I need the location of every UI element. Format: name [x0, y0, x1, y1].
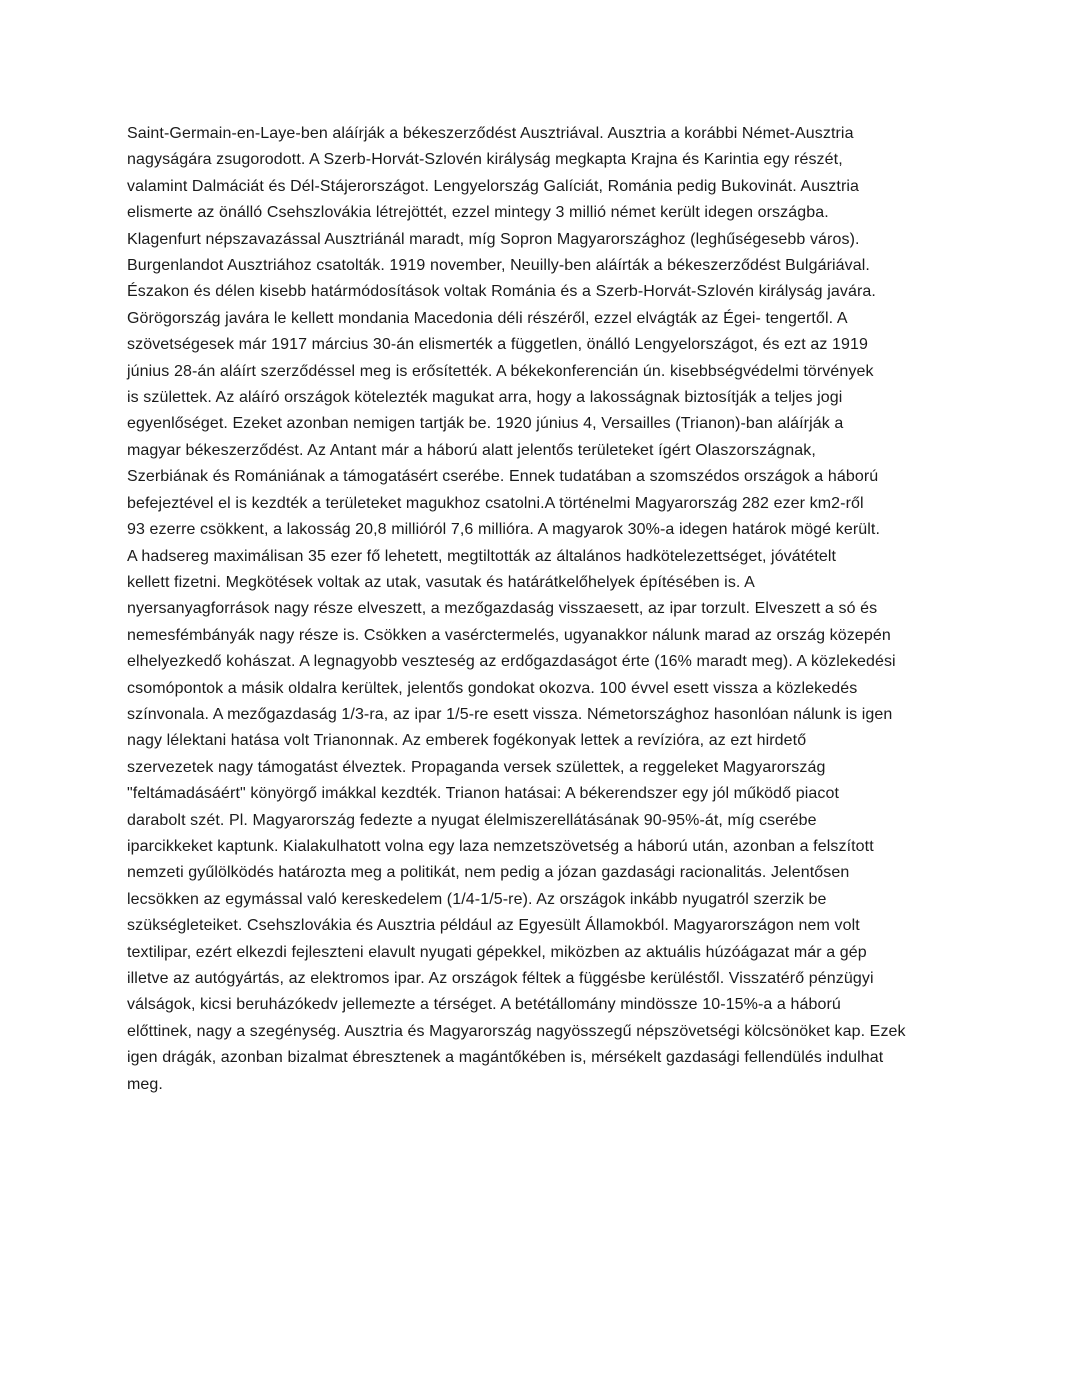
text-line: lecsökken az egymással való kereskedelem (1/4-1/5-re). Az országok inkább nyugatról szerzik be	[127, 890, 827, 908]
text-line: Saint-Germain-en-Laye-ben aláírják a békeszerződést Ausztriával. Ausztria a korábbi Német-Ausztria	[127, 125, 854, 142]
text-line: elismerte az önálló Csehszlovákia létrejöttét, ezzel mintegy 3 millió német került idegen országba.	[127, 204, 829, 222]
text-line: egyenlőséget. Ezeket azonban nemigen tartják be. 1920 június 4, Versailles (Trianon)-ban aláírják a	[127, 415, 844, 433]
text-line: befejeztével el is kezdték a területeket magukhoz csatolni.A történelmi Magyarország 282 ezer km2-ről	[127, 494, 864, 512]
text-line: szövetségesek már 1917 március 30-án elismerték a független, önálló Lengyelországot, és ezt az 1919	[127, 336, 868, 354]
text-line: iparcikkeket kaptunk. Kialakulhatott volna egy laza nemzetszövetség a háború után, azonban a felszított	[127, 837, 874, 855]
text-line: textilipar, ezért elkezdi fejleszteni elavult nyugati gépekkel, miközben az aktuális húzóágazat már a gép	[127, 943, 867, 961]
text-line: színvonala. A mezőgazdaság 1/3-ra, az ipar 1/5-re esett vissza. Németországhoz hasonlóan nálunk is igen	[127, 705, 893, 723]
text-line: válságok, kicsi beruházókedv jellemezte a térséget. A betétállomány mindössze 10-15%-a a háború	[127, 996, 841, 1014]
text-line: meg.	[127, 1075, 163, 1093]
document-body	[127, 121, 975, 1098]
text-line: szervezetek nagy támogatást élveztek. Propaganda versek születtek, a reggeleket Magyarország	[127, 758, 826, 776]
text-line: nagy lélektani hatása volt Trianonnak. Az emberek fogékonyak lettek a revízióra, az ezt hirdető	[127, 732, 807, 750]
text-line: A hadsereg maximálisan 35 ezer fő lehetett, megtiltották az általános hadkötelezettséget, jóvátételt	[127, 547, 837, 565]
text-line: nemzeti gyűlölködés határozta meg a politikát, nem pedig a józan gazdasági racionalitás. Jelentősen	[127, 864, 850, 882]
text-line: nemesfémbányák nagy része is. Csökken a vasérctermelés, ugyanakkor nálunk marad az ország közepén	[127, 626, 891, 644]
text-line: elhelyezkedő kohászat. A legnagyobb veszteség az erdőgazdaságot érte (16% maradt meg). A közlekedési	[127, 653, 896, 671]
text-line: csomópontok a másik oldalra kerültek, jelentős gondokat okozva. 100 évvel esett vissza a közlekedés	[127, 679, 858, 697]
text-line: igen drágák, azonban bizalmat ébresztenek a magántőkében is, mérsékelt gazdasági fellendülés indulhat	[127, 1049, 884, 1067]
text-line: előttinek, nagy a szegénység. Ausztria és Magyarország nagyösszegű népszövetségi kölcsönöket kap. Ezek	[127, 1022, 906, 1040]
text-line: Északon és délen kisebb határmódosítások voltak Románia és a Szerb-Horvát-Szlovén királyság javára.	[127, 283, 876, 301]
text-line: szükségleteiket. Csehszlovákia és Ausztria például az Egyesült Államokból. Magyarországon nem volt	[127, 917, 860, 935]
text-line: 93 ezerre csökkent, a lakosság 20,8 millióról 7,6 millióra. A magyarok 30%-a idegen határok mögé került.	[127, 521, 881, 539]
text-line: is születtek. Az aláíró országok kötelezték magukat arra, hogy a lakosságnak biztosítják a teljes jogi	[127, 389, 843, 407]
text-line: magyar békeszerződést. Az Antant már a háború alatt jelentős területeket ígért Olaszországnak,	[127, 441, 816, 459]
text-line: Görögország javára le kellett mondania Macedonia déli részéről, ezzel elvágták az Égei- tengertől. A	[127, 309, 848, 327]
text-line: Klagenfurt népszavazással Ausztriánál maradt, míg Sopron Magyarországhoz (leghűségesebb város).	[127, 230, 860, 248]
text-line: Burgenlandot Ausztriához csatolták. 1919 november, Neuilly-ben aláírták a békeszerződést Bulgáriával.	[127, 257, 870, 275]
text-line: június 28-án aláírt szerződéssel meg is erősítették. A békekonferencián ún. kisebbségvédelmi törvények	[127, 362, 874, 380]
text-line: nagyságára zsugorodott. A Szerb-Horvát-Szlovén királyság megkapta Krajna és Karintia egy részét,	[127, 151, 843, 169]
text-line: illetve az autógyártás, az elektromos ipar. Az országok féltek a függésbe kerüléstől. Visszatérő pénzügyi	[127, 970, 874, 987]
text-line: kellett fizetni. Megkötések voltak az utak, vasutak és határátkelőhelyek építésében is. A	[127, 573, 755, 591]
text-line: "feltámadásáért" könyörgő imákkal kezdték. Trianon hatásai: A békerendszer egy jól működő piacot	[127, 785, 840, 803]
text-line: darabolt szét. Pl. Magyarország fedezte a nyugat élelmiszerellátásának 90-95%-át, míg cserébe	[127, 811, 817, 829]
text-line: nyersanyagforrások nagy része elveszett, a mezőgazdaság visszaesett, az ipar torzult. Elveszett a só és	[127, 600, 878, 618]
text-line: valamint Dalmáciát és Dél-Stájerországot. Lengyelország Galíciát, Románia pedig Bukovinát. Ausztria	[127, 177, 860, 195]
text-line: Szerbiának és Romániának a támogatásért cserébe. Ennek tudatában a szomszédos országok a háború	[127, 468, 879, 486]
